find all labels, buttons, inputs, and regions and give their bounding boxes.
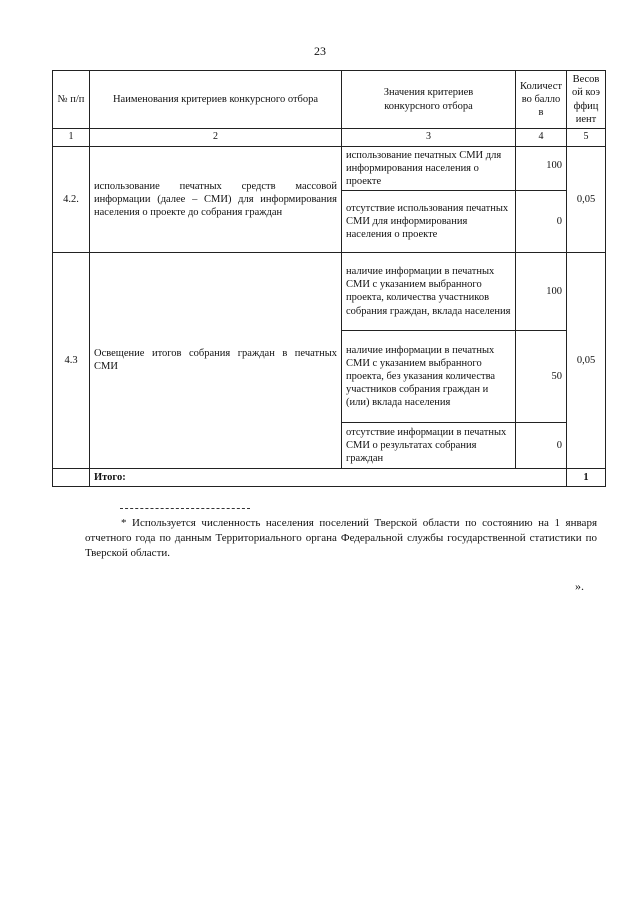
header-value: Значения критериев конкурсного отбора (342, 71, 516, 129)
criterion-name: Освещение итогов собрания граждан в печатных СМИ (90, 252, 342, 468)
row-number: 4.2. (53, 146, 90, 252)
column-index: 1 (53, 129, 90, 147)
total-empty-cell (53, 468, 90, 486)
criterion-value: использование печатных СМИ для информирования населения о проекте (342, 146, 516, 190)
criteria-table (52, 70, 606, 487)
total-label: Итого: (90, 468, 567, 486)
criterion-value: наличие информации в печатных СМИ с указанием выбранного проекта, количества участников собрания граждан, вклада населения (342, 252, 516, 330)
column-index: 4 (516, 129, 567, 147)
criterion-points: 0 (516, 190, 567, 252)
column-index: 3 (342, 129, 516, 147)
footnote-separator (120, 508, 250, 509)
criterion-points: 100 (516, 252, 567, 330)
page-number: 23 (314, 44, 326, 58)
header-name: Наименования критериев конкурсного отбора (90, 71, 342, 129)
header-points: Количество баллов (516, 71, 567, 129)
criterion-points: 0 (516, 422, 567, 468)
criterion-points: 50 (516, 330, 567, 422)
total-row (53, 468, 606, 486)
criterion-weight: 0,05 (567, 252, 606, 468)
total-value: 1 (567, 468, 606, 486)
criterion-value: отсутствие использования печатных СМИ для информирования населения о проекте (342, 190, 516, 252)
table-row (53, 146, 606, 190)
table-row (53, 252, 606, 330)
criterion-name: использование печатных средств массовой информации (далее – СМИ) для информирования населения о проекте до собрания граждан (90, 146, 342, 252)
header-num: № п/п (53, 71, 90, 129)
closing-quote: ». (575, 579, 584, 593)
header-row (53, 71, 606, 129)
criterion-value: отсутствие информации в печатных СМИ о результатах собрания граждан (342, 422, 516, 468)
header-weight: Весовой коэффициент (567, 71, 606, 129)
column-index: 2 (90, 129, 342, 147)
footnote: * Используется численность населения поселений Тверской области по состоянию на 1 января отчетного года по данным Территориального органа Федеральной службы государственной статистики по Тверской области. (85, 517, 597, 559)
column-index: 5 (567, 129, 606, 147)
criterion-value: наличие информации в печатных СМИ с указанием выбранного проекта, без указания количества участников собрания граждан и (или) вклада населения (342, 330, 516, 422)
row-number: 4.3 (53, 252, 90, 468)
criterion-points: 100 (516, 146, 567, 190)
column-index-row (53, 129, 606, 147)
criterion-weight: 0,05 (567, 146, 606, 252)
